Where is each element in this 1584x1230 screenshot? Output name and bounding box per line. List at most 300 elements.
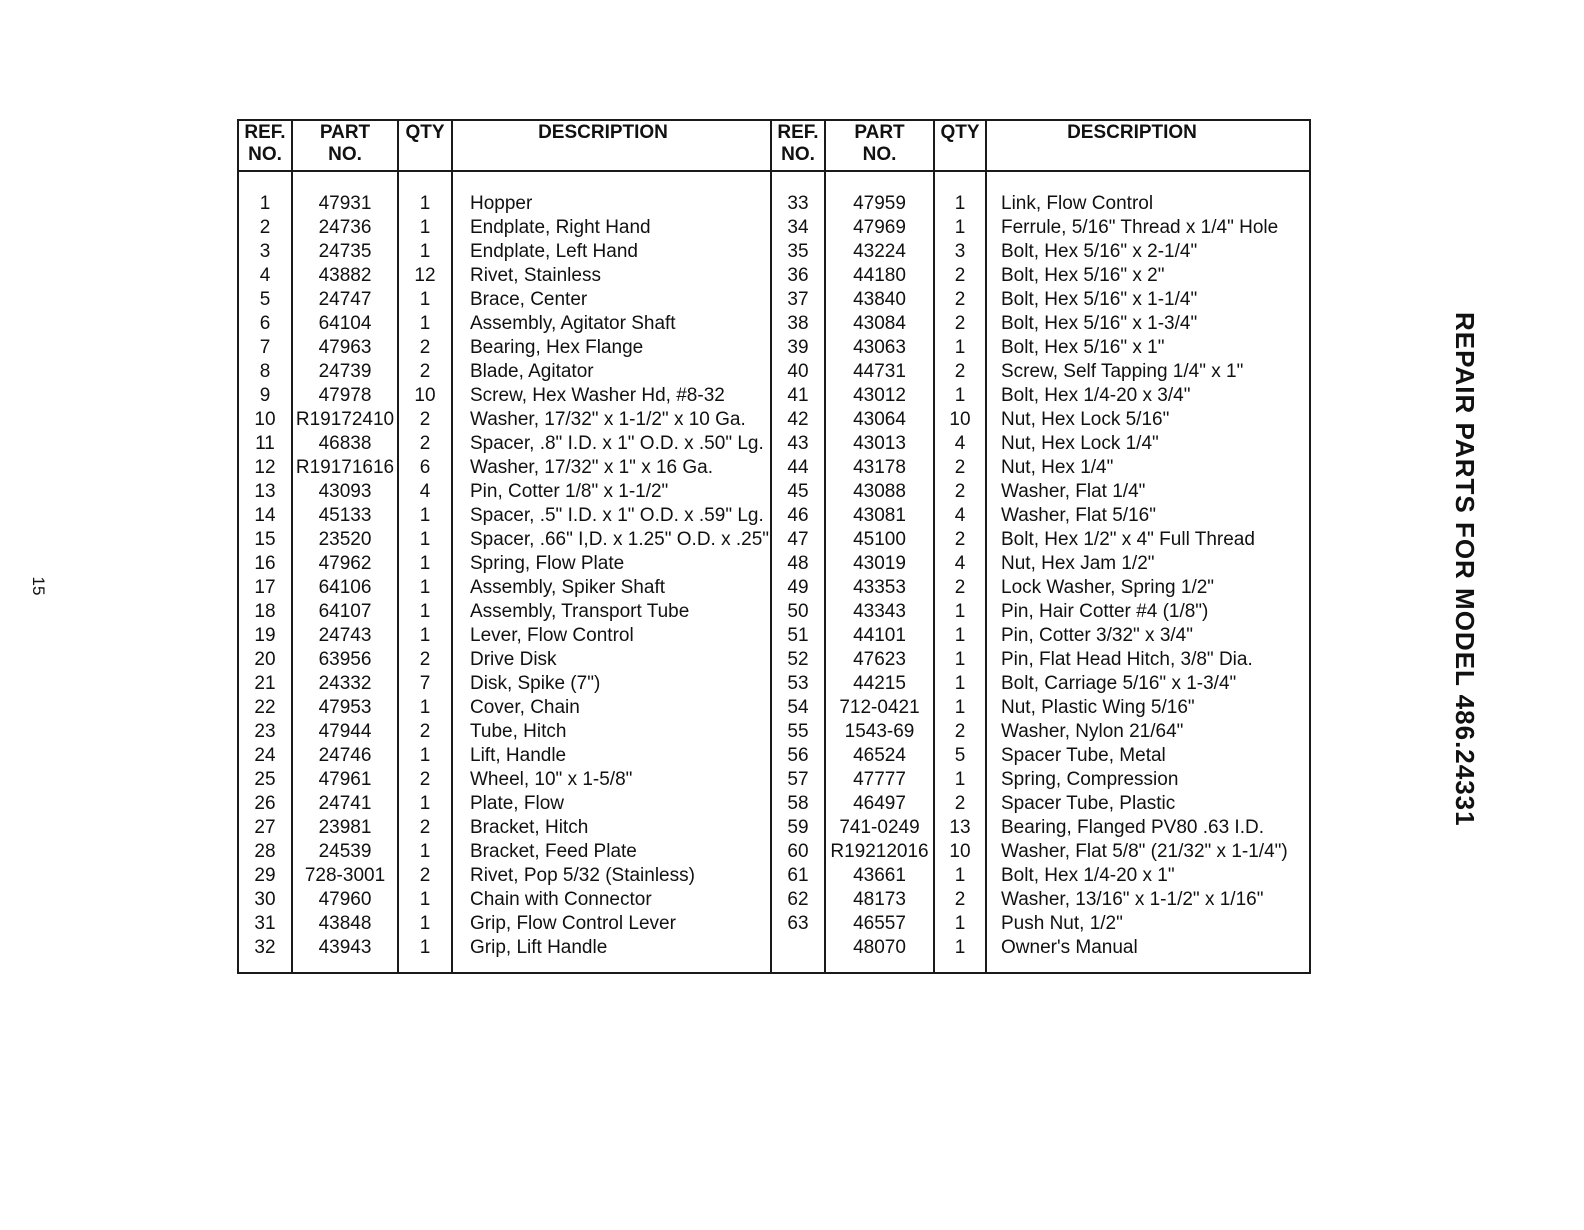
cell-part: R19171616 — [295, 457, 395, 478]
cell-qty: 7 — [419, 673, 431, 694]
cell-part: 43019 — [853, 553, 906, 574]
table-row — [239, 288, 1309, 312]
cell-desc: Pin, Cotter 1/8" x 1-1/2" — [470, 481, 669, 502]
cell-desc: Pin, Flat Head Hitch, 3/8" Dia. — [1001, 649, 1253, 670]
cell-qty: 2 — [954, 313, 966, 334]
cell-qty: 2 — [954, 265, 966, 286]
cell-qty: 2 — [419, 865, 431, 886]
cell-desc: Endplate, Left Hand — [470, 241, 638, 262]
cell-ref: 13 — [254, 481, 276, 502]
cell-desc: Washer, 13/16" x 1-1/2" x 1/16" — [1001, 889, 1264, 910]
cell-desc: Grip, Lift Handle — [470, 937, 608, 958]
cell-desc: Screw, Self Tapping 1/4" x 1" — [1001, 361, 1244, 382]
cell-ref: 54 — [787, 697, 809, 718]
cell-part: 46524 — [853, 745, 906, 766]
table-row — [239, 384, 1309, 408]
cell-ref: 18 — [254, 601, 276, 622]
cell-desc: Assembly, Agitator Shaft — [470, 313, 676, 334]
cell-ref: 59 — [787, 817, 809, 838]
cell-desc: Plate, Flow — [470, 793, 564, 814]
cell-desc: Nut, Hex Jam 1/2" — [1001, 553, 1155, 574]
cell-qty: 1 — [954, 217, 966, 238]
cell-ref: 34 — [787, 217, 809, 238]
cell-qty: 3 — [954, 241, 966, 262]
table-row — [239, 240, 1309, 264]
table-row — [239, 624, 1309, 648]
cell-part: 47961 — [318, 769, 372, 790]
cell-ref: 15 — [254, 529, 276, 550]
cell-qty: 1 — [954, 673, 966, 694]
cell-part: R19212016 — [830, 841, 929, 862]
cell-desc: Lift, Handle — [470, 745, 567, 766]
cell-part: 43013 — [853, 433, 906, 454]
cell-desc: Washer, Flat 5/8" (21/32" x 1-1/4") — [1001, 841, 1288, 862]
table-row — [239, 768, 1309, 792]
cell-ref: 48 — [787, 553, 809, 574]
header-part-line2: NO. — [328, 144, 362, 165]
cell-ref: 25 — [254, 769, 276, 790]
cell-part: 43088 — [853, 481, 906, 502]
cell-qty: 1 — [954, 913, 966, 934]
cell-qty: 2 — [419, 769, 431, 790]
cell-qty: 1 — [954, 385, 966, 406]
table-row — [239, 888, 1309, 912]
cell-ref: 56 — [787, 745, 809, 766]
cell-desc: Nut, Hex Lock 5/16" — [1001, 409, 1170, 430]
cell-qty: 2 — [954, 793, 966, 814]
cell-part: 43353 — [853, 577, 906, 598]
cell-desc: Bolt, Carriage 5/16" x 1-3/4" — [1001, 673, 1237, 694]
cell-ref: 40 — [787, 361, 809, 382]
cell-qty: 1 — [419, 577, 431, 598]
cell-desc: Rivet, Stainless — [470, 265, 601, 286]
cell-part: 24746 — [318, 745, 372, 766]
cell-qty: 2 — [419, 817, 431, 838]
cell-part: 23520 — [318, 529, 372, 550]
cell-qty: 1 — [419, 505, 431, 526]
cell-desc: Bolt, Hex 5/16" x 2" — [1001, 265, 1165, 286]
cell-desc: Drive Disk — [470, 649, 557, 670]
cell-ref: 49 — [787, 577, 809, 598]
cell-part: 43064 — [853, 409, 906, 430]
cell-desc: Spring, Compression — [1001, 769, 1179, 790]
table-row — [239, 312, 1309, 336]
cell-ref: 2 — [259, 217, 271, 238]
table-row — [239, 576, 1309, 600]
cell-desc: Blade, Agitator — [470, 361, 594, 382]
header-description-right: DESCRIPTION — [1067, 122, 1197, 143]
cell-part: 47978 — [318, 385, 372, 406]
table-row — [239, 480, 1309, 504]
cell-part: 47931 — [318, 193, 372, 214]
cell-desc: Bolt, Hex 1/4-20 x 3/4" — [1001, 385, 1191, 406]
cell-ref: 33 — [787, 193, 809, 214]
cell-qty: 2 — [419, 409, 431, 430]
cell-desc: Rivet, Pop 5/32 (Stainless) — [470, 865, 695, 886]
side-title: REPAIR PARTS FOR MODEL 486.24331 — [1450, 312, 1480, 827]
cell-desc: Brace, Center — [470, 289, 588, 310]
table-row — [239, 648, 1309, 672]
cell-qty: 10 — [949, 409, 971, 430]
cell-part: 43343 — [853, 601, 906, 622]
cell-ref: 1 — [259, 193, 271, 214]
cell-part: 43840 — [853, 289, 906, 310]
cell-desc: Bolt, Hex 5/16" x 1-1/4" — [1001, 289, 1198, 310]
cell-desc: Washer, Flat 5/16" — [1001, 505, 1156, 526]
header-divider — [239, 170, 1309, 172]
table-row — [239, 816, 1309, 840]
table-row — [239, 936, 1309, 960]
cell-qty: 13 — [949, 817, 971, 838]
cell-ref: 23 — [254, 721, 276, 742]
table-row — [239, 504, 1309, 528]
table-row — [239, 432, 1309, 456]
cell-desc: Bearing, Hex Flange — [470, 337, 644, 358]
table-row — [239, 408, 1309, 432]
cell-qty: 2 — [954, 457, 966, 478]
cell-ref: 46 — [787, 505, 809, 526]
cell-qty: 12 — [414, 265, 436, 286]
cell-qty: 2 — [954, 889, 966, 910]
cell-ref: 30 — [254, 889, 276, 910]
cell-desc: Bolt, Hex 1/4-20 x 1" — [1001, 865, 1175, 886]
cell-ref: 31 — [254, 913, 276, 934]
cell-ref: 28 — [254, 841, 276, 862]
cell-part: 64106 — [318, 577, 372, 598]
cell-qty: 1 — [419, 601, 431, 622]
cell-qty: 10 — [949, 841, 971, 862]
cell-desc: Link, Flow Control — [1001, 193, 1154, 214]
cell-ref: 32 — [254, 937, 276, 958]
cell-ref: 53 — [787, 673, 809, 694]
cell-ref: 29 — [254, 865, 276, 886]
cell-desc: Disk, Spike (7") — [470, 673, 601, 694]
cell-desc: Nut, Plastic Wing 5/16" — [1001, 697, 1195, 718]
cell-qty: 2 — [419, 721, 431, 742]
cell-part: 43224 — [853, 241, 906, 262]
cell-part: 44180 — [853, 265, 906, 286]
cell-ref: 43 — [787, 433, 809, 454]
cell-part: 48173 — [853, 889, 906, 910]
cell-ref: 45 — [787, 481, 809, 502]
cell-ref: 14 — [254, 505, 276, 526]
cell-part: 44731 — [853, 361, 906, 382]
cell-ref: 5 — [259, 289, 271, 310]
cell-ref: 10 — [254, 409, 276, 430]
header-qty-right: QTY — [940, 122, 980, 143]
cell-desc: Washer, Flat 1/4" — [1001, 481, 1146, 502]
cell-ref: 39 — [787, 337, 809, 358]
table-row — [239, 600, 1309, 624]
cell-part: 43178 — [853, 457, 906, 478]
cell-qty: 1 — [954, 337, 966, 358]
cell-qty: 1 — [419, 793, 431, 814]
cell-qty: 1 — [419, 217, 431, 238]
cell-ref: 22 — [254, 697, 276, 718]
table-row — [239, 216, 1309, 240]
cell-part: 741-0249 — [839, 817, 920, 838]
cell-ref: 41 — [787, 385, 809, 406]
header-ref-right — [772, 122, 824, 166]
cell-ref: 21 — [254, 673, 276, 694]
cell-desc: Lock Washer, Spring 1/2" — [1001, 577, 1215, 598]
table-row — [239, 864, 1309, 888]
cell-ref: 17 — [254, 577, 276, 598]
cell-part: 24743 — [318, 625, 372, 646]
cell-desc: Endplate, Right Hand — [470, 217, 651, 238]
cell-desc: Wheel, 10" x 1-5/8" — [470, 769, 633, 790]
cell-ref: 3 — [259, 241, 271, 262]
header-part-right — [826, 122, 933, 166]
cell-desc: Ferrule, 5/16" Thread x 1/4" Hole — [1001, 217, 1279, 238]
cell-ref: 47 — [787, 529, 809, 550]
cell-qty: 1 — [419, 313, 431, 334]
header-ref-line1: REF. — [777, 122, 819, 143]
cell-part: 64107 — [318, 601, 372, 622]
cell-ref: 51 — [787, 625, 809, 646]
header-part-line1: PART — [319, 122, 371, 143]
cell-qty: 1 — [419, 241, 431, 262]
cell-desc: Spacer, .8" I.D. x 1" O.D. x .50" Lg. — [470, 433, 764, 454]
cell-desc: Bracket, Feed Plate — [470, 841, 637, 862]
cell-qty: 1 — [954, 649, 966, 670]
cell-part: 47960 — [318, 889, 372, 910]
cell-part: 43084 — [853, 313, 906, 334]
cell-desc: Spacer, .5" I.D. x 1" O.D. x .59" Lg. — [470, 505, 764, 526]
header-ref-line2: NO. — [248, 144, 282, 165]
cell-qty: 1 — [419, 697, 431, 718]
cell-ref: 36 — [787, 265, 809, 286]
cell-part: 24739 — [318, 361, 372, 382]
cell-part: 43081 — [853, 505, 906, 526]
cell-desc: Spacer Tube, Plastic — [1001, 793, 1176, 814]
cell-part: 728-3001 — [304, 865, 386, 886]
cell-ref: 19 — [254, 625, 276, 646]
table-row — [239, 696, 1309, 720]
cell-ref: 60 — [787, 841, 809, 862]
cell-part: 24741 — [318, 793, 372, 814]
cell-part: 44101 — [853, 625, 906, 646]
cell-qty: 1 — [419, 529, 431, 550]
cell-part: 48070 — [853, 937, 906, 958]
cell-ref: 52 — [787, 649, 809, 670]
cell-desc: Spring, Flow Plate — [470, 553, 625, 574]
cell-desc: Push Nut, 1/2" — [1001, 913, 1123, 934]
cell-part: R19172410 — [295, 409, 395, 430]
cell-ref: 9 — [259, 385, 271, 406]
cell-ref: 12 — [254, 457, 276, 478]
cell-desc: Bolt, Hex 5/16" x 1-3/4" — [1001, 313, 1198, 334]
cell-part: 43661 — [853, 865, 906, 886]
cell-qty: 2 — [419, 433, 431, 454]
cell-qty: 2 — [419, 361, 431, 382]
cell-qty: 2 — [954, 577, 966, 598]
header-part-left — [293, 122, 397, 166]
cell-part: 64104 — [318, 313, 372, 334]
cell-part: 47623 — [853, 649, 906, 670]
cell-qty: 2 — [954, 289, 966, 310]
cell-part: 47944 — [318, 721, 372, 742]
cell-part: 47963 — [318, 337, 372, 358]
cell-ref: 42 — [787, 409, 809, 430]
cell-part: 712-0421 — [839, 697, 920, 718]
cell-qty: 2 — [954, 529, 966, 550]
cell-ref: 37 — [787, 289, 809, 310]
cell-desc: Lever, Flow Control — [470, 625, 634, 646]
cell-part: 43848 — [318, 913, 372, 934]
cell-ref: 63 — [787, 913, 809, 934]
cell-part: 47959 — [853, 193, 906, 214]
cell-desc: Grip, Flow Control Lever — [470, 913, 676, 934]
parts-table — [237, 119, 1311, 974]
table-row — [239, 360, 1309, 384]
cell-qty: 1 — [419, 913, 431, 934]
cell-part: 45100 — [853, 529, 906, 550]
cell-desc: Nut, Hex 1/4" — [1001, 457, 1114, 478]
cell-part: 43943 — [318, 937, 372, 958]
cell-desc: Spacer, .66" I,D. x 1.25" O.D. x .25" — [470, 529, 770, 550]
cell-ref: 27 — [254, 817, 276, 838]
cell-part: 47962 — [318, 553, 372, 574]
cell-qty: 6 — [419, 457, 431, 478]
cell-qty: 1 — [954, 601, 966, 622]
cell-qty: 5 — [954, 745, 966, 766]
cell-part: 24332 — [318, 673, 372, 694]
cell-qty: 2 — [954, 481, 966, 502]
cell-qty: 1 — [419, 745, 431, 766]
table-row — [239, 192, 1309, 216]
cell-desc: Bolt, Hex 5/16" x 1" — [1001, 337, 1165, 358]
cell-qty: 10 — [414, 385, 436, 406]
page-number: 15 — [29, 576, 48, 596]
cell-ref: 55 — [787, 721, 809, 742]
cell-ref: 11 — [255, 433, 275, 454]
cell-desc: Spacer Tube, Metal — [1001, 745, 1166, 766]
cell-qty: 1 — [419, 841, 431, 862]
header-description-left: DESCRIPTION — [538, 122, 668, 143]
cell-ref: 61 — [787, 865, 809, 886]
cell-part: 43063 — [853, 337, 906, 358]
cell-desc: Pin, Cotter 3/32" x 3/4" — [1001, 625, 1193, 646]
cell-part: 46838 — [318, 433, 372, 454]
cell-qty: 1 — [419, 553, 431, 574]
cell-desc: Hopper — [470, 193, 533, 214]
cell-part: 43012 — [853, 385, 906, 406]
cell-ref: 50 — [787, 601, 809, 622]
cell-part: 43093 — [318, 481, 372, 502]
header-qty-left: QTY — [405, 122, 445, 143]
cell-ref: 20 — [254, 649, 276, 670]
header-ref-line2: NO. — [781, 144, 815, 165]
cell-desc: Cover, Chain — [470, 697, 580, 718]
cell-part: 47953 — [318, 697, 372, 718]
cell-qty: 1 — [419, 289, 431, 310]
cell-qty: 1 — [954, 697, 966, 718]
cell-part: 46557 — [853, 913, 906, 934]
cell-desc: Screw, Hex Washer Hd, #8-32 — [470, 385, 725, 406]
cell-desc: Bolt, Hex 1/2" x 4" Full Thread — [1001, 529, 1255, 550]
cell-ref: 57 — [787, 769, 809, 790]
cell-qty: 4 — [954, 505, 966, 526]
cell-part: 46497 — [853, 793, 906, 814]
cell-part: 43882 — [318, 265, 372, 286]
cell-desc: Bearing, Flanged PV80 .63 I.D. — [1001, 817, 1264, 838]
cell-ref: 7 — [259, 337, 271, 358]
cell-part: 63956 — [318, 649, 372, 670]
cell-qty: 4 — [954, 553, 966, 574]
header-ref-left — [239, 122, 291, 166]
cell-desc: Washer, Nylon 21/64" — [1001, 721, 1184, 742]
table-row — [239, 720, 1309, 744]
cell-qty: 1 — [419, 937, 431, 958]
cell-qty: 1 — [954, 625, 966, 646]
cell-part: 24736 — [318, 217, 372, 238]
table-row — [239, 552, 1309, 576]
cell-part: 24747 — [318, 289, 372, 310]
cell-ref: 62 — [787, 889, 809, 910]
cell-ref: 4 — [259, 265, 271, 286]
cell-part: 24539 — [318, 841, 372, 862]
cell-part: 1543-69 — [844, 721, 915, 742]
cell-desc: Assembly, Spiker Shaft — [470, 577, 666, 598]
table-row — [239, 672, 1309, 696]
cell-ref: 35 — [787, 241, 809, 262]
cell-qty: 2 — [954, 361, 966, 382]
cell-desc: Owner's Manual — [1001, 937, 1138, 958]
cell-ref: 24 — [254, 745, 276, 766]
cell-part: 24735 — [318, 241, 372, 262]
cell-qty: 1 — [954, 193, 966, 214]
cell-desc: Washer, 17/32" x 1" x 16 Ga. — [470, 457, 714, 478]
cell-qty: 4 — [954, 433, 966, 454]
cell-desc: Tube, Hitch — [470, 721, 567, 742]
cell-ref: 38 — [787, 313, 809, 334]
cell-part: 47777 — [853, 769, 906, 790]
table-row — [239, 744, 1309, 768]
header-part-line1: PART — [854, 122, 905, 143]
cell-desc: Assembly, Transport Tube — [470, 601, 690, 622]
cell-desc: Nut, Hex Lock 1/4" — [1001, 433, 1159, 454]
cell-ref: 26 — [254, 793, 276, 814]
table-row — [239, 336, 1309, 360]
cell-qty: 2 — [954, 721, 966, 742]
table-row — [239, 792, 1309, 816]
cell-qty: 1 — [954, 865, 966, 886]
cell-qty: 1 — [954, 937, 966, 958]
cell-desc: Pin, Hair Cotter #4 (1/8") — [1001, 601, 1209, 622]
header-ref-line1: REF. — [244, 122, 286, 143]
table-row — [239, 528, 1309, 552]
cell-desc: Bolt, Hex 5/16" x 2-1/4" — [1001, 241, 1198, 262]
cell-qty: 2 — [419, 337, 431, 358]
cell-ref: 58 — [787, 793, 809, 814]
table-row — [239, 264, 1309, 288]
cell-part: 23981 — [318, 817, 372, 838]
cell-ref: 8 — [259, 361, 271, 382]
table-row — [239, 912, 1309, 936]
cell-qty: 1 — [419, 889, 431, 910]
cell-qty: 1 — [419, 193, 431, 214]
cell-part: 47969 — [853, 217, 906, 238]
cell-ref: 16 — [254, 553, 276, 574]
cell-qty: 1 — [954, 769, 966, 790]
table-row — [239, 456, 1309, 480]
cell-desc: Washer, 17/32" x 1-1/2" x 10 Ga. — [470, 409, 746, 430]
cell-qty: 1 — [419, 625, 431, 646]
cell-ref: 44 — [787, 457, 809, 478]
header-part-line2: NO. — [862, 144, 897, 165]
cell-qty: 4 — [419, 481, 431, 502]
